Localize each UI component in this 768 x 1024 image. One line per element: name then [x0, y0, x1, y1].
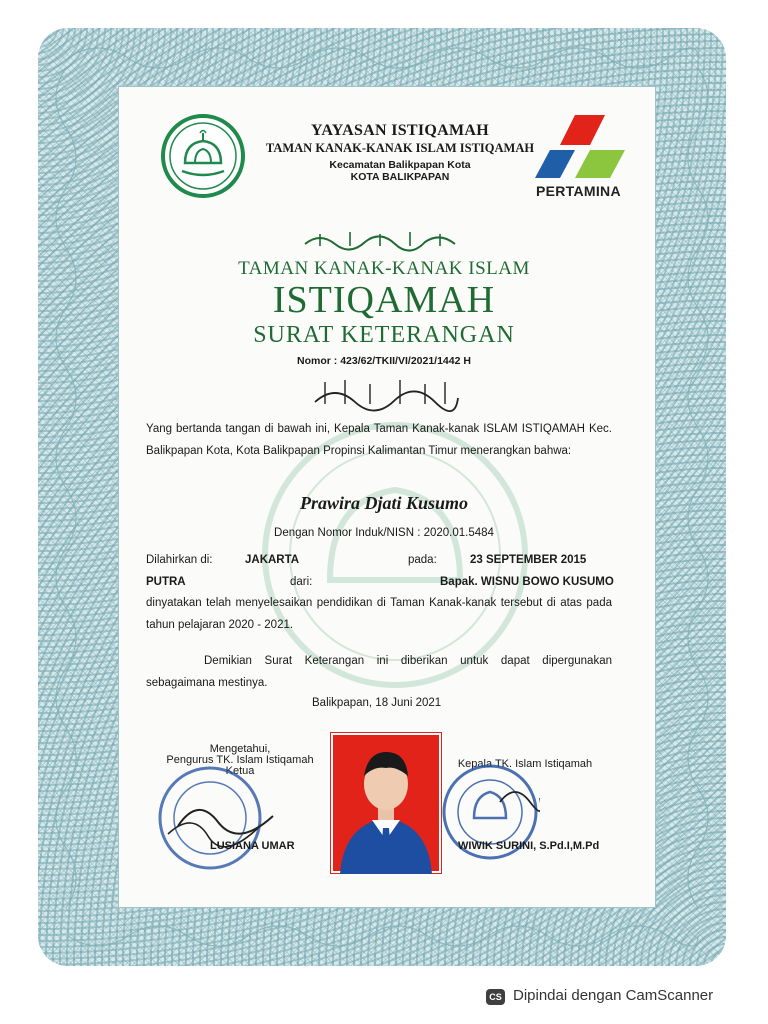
place-date: Balikpapan, 18 Juni 2021: [312, 697, 442, 709]
born-on-label: pada:: [408, 554, 437, 566]
camscanner-icon: CS: [486, 989, 505, 1005]
acknowledgement-label: Mengetahui,: [209, 743, 271, 755]
parent-name: Bapak. WISNU BOWO KUSUMO: [440, 576, 614, 588]
title-school: ISTIQAMAH: [272, 279, 496, 321]
city: KOTA BALIKPAPAN: [350, 171, 450, 183]
student-photo: [330, 732, 442, 874]
student-nisn: Dengan Nomor Induk/NISN : 2020.01.5484: [274, 527, 494, 539]
sponsor-name: PERTAMINA: [536, 183, 621, 199]
student-name: Prawira Djati Kusumo: [299, 493, 469, 513]
title-line1: TAMAN KANAK-KANAK ISLAM: [238, 258, 530, 279]
intro-paragraph: Yang bertanda tangan di bawah ini, Kepala Taman Kanak-kanak ISLAM ISTIQAMAH Kec. Balikpapan Kota, Kota Balikpapan Propinsi Kalimantan Timur menerangkan bahwa:: [146, 423, 612, 457]
closing-paragraph: Demikian Surat Keterangan ini diberikan untuk dapat dipergunakan sebagaimana mestinya.: [146, 655, 612, 689]
born-place: JAKARTA: [245, 554, 300, 566]
board-chair-name: LUSIANA UMAR: [210, 840, 295, 852]
principal-name: WIWIK SURINI, S.Pd.I,M.Pd: [458, 840, 600, 852]
district: Kecamatan Balikpapan Kota: [329, 159, 471, 171]
scanner-text: Dipindai dengan CamScanner: [513, 987, 714, 1004]
school-stamp: [440, 752, 540, 872]
board-role: Ketua: [225, 765, 255, 777]
parent-label: dari:: [290, 576, 313, 588]
gender: PUTRA: [146, 576, 186, 588]
born-label: Dilahirkan di:: [146, 554, 213, 566]
school-name: TAMAN KANAK-KANAK ISLAM ISTIQAMAH: [265, 141, 535, 155]
board-org: Pengurus TK. Islam Istiqamah: [166, 754, 314, 766]
document-type: SURAT KETERANGAN: [253, 322, 515, 348]
basmalah-calligraphy: [310, 374, 460, 414]
board-stamp: [148, 756, 278, 876]
arabic-calligraphy: [300, 224, 460, 254]
document-number: Nomor : 423/62/TKII/VI/2021/1442 H: [297, 355, 471, 367]
completion-paragraph: dinyatakan telah menyelesaikan pendidikan di Taman Kanak-kanak tersebut di atas pada tahun pelajaran 2020 - 2021.: [146, 597, 612, 631]
principal-role: Kepala TK. Islam Istiqamah: [457, 758, 593, 770]
institution-header: [230, 122, 570, 183]
born-date: 23 SEPTEMBER 2015: [470, 554, 587, 566]
foundation-name: YAYASAN ISTIQAMAH: [310, 122, 490, 139]
